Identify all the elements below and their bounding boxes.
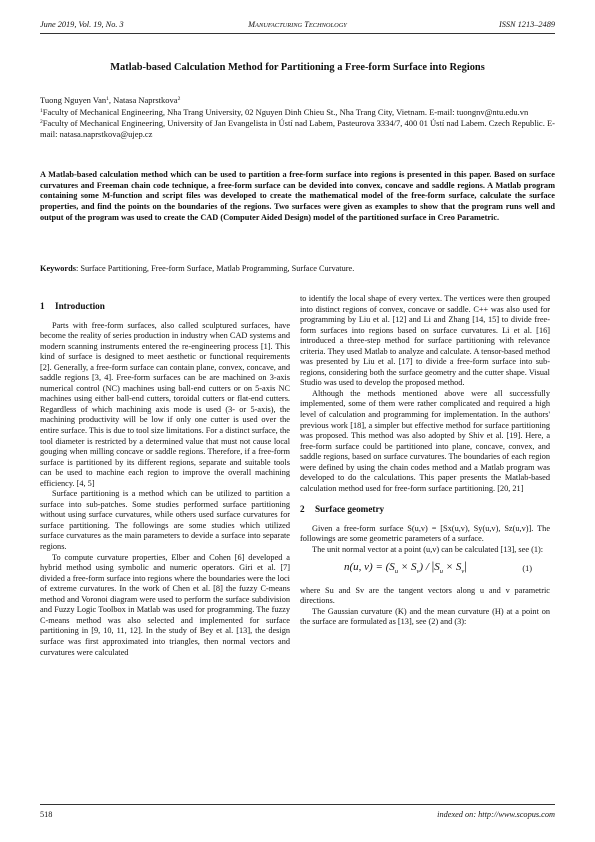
affiliation-2: $^2$Faculty of Mechanical Engineering, University of Jan Evangelista in Ústí nad Labem, Pasteurova 3334/7, 400 01 Ústí nad Labem. Czech Republic. E-mail: natasa.naprstkova@ujep.cz xyxy=(40,118,555,139)
paragraph: To compute curvature properties, Elber and Cohen [6] developed a hybrid method using symbolic and numeric operators. Giri et al. [7] divided a free-form surface into regions where the boundaries were the loci of extreme curvatures. In the work of Chen et al. [8] the fuzzy C-means method and Voronoi diagram were used to perform the surface subdivision and Fuzzy Logic Toolbox in Matlab was used for programming. The fuzzy C-means method was also selected and implemented for surface partitioning in [9, 10, 11, 12]. In the study of Bey et al. [13], the design surface was first approximated into triangles, then normal vectors and curvatures were calculated xyxy=(40,552,290,657)
paragraph: Although the methods mentioned above were all successfully implemented, some of them were rather complicated and required a high level of calculation and programming for implementation. In the authors' previous work [18], a simpler but effective method for surface partitioning was proposed. This method was also adopted by Shiv et al. [19]. Here, a free-form surface could be partitioned into plane, concave, convex, and saddle regions, based on surface curvatures. The boundaries of each region were defined by using the chain codes method and a Matlab program was developed to do the calculations. This paper presents the Matlab-based calculation method used for free-form surface partitioning. [20, 21] xyxy=(300,388,550,493)
authors-block xyxy=(40,94,555,139)
keywords: Keywords: Surface Partitioning, Free-form Surface, Matlab Programming, Surface Curvature. xyxy=(40,264,355,273)
paragraph: Parts with free-form surfaces, also called sculptured surfaces, have become the reality of series production in industry when CAD systems and modern scanning instruments entered the re-engineering process [1]. This kind of surface is designed to meet aesthetic or functional requirements [2]. Generally, a free-form surface can contain plane, convex, concave, and saddle regions [3, 4]. Free-form surfaces can be are machined on 3-axis numerical control (NC) machines using ball-end cutters or on 5-axis NC machines using either ball-end cutters, toroidal cutters or flat-end cutters. Regardless of which machining axis mode is used (3- or 5-axis), the machining productivity will be low if only one cutter is used over the entire surface. This is due to tool size limitations. For a distinct surface, the tool diameter is restricted by a determined value that must not cause local gouging when milling concave or saddle regions. Therefore, if a free-form surface is partitioned by its different regions, separate and suitable tools can be used to machine each region to improve the overall machining efficiency. [4, 5] xyxy=(40,320,290,488)
section-heading-introduction: 1 Introduction xyxy=(40,301,105,311)
equation-1 xyxy=(300,559,550,581)
header-rule xyxy=(40,33,555,34)
equation-expression: n(u, $v) = (S_u \times S_v) / |S_u \times S_v|$ xyxy=(344,557,467,575)
affiliation-1: $^1$Faculty of Mechanical Engineering, Nha Trang University, 02 Nguyen Dinh Chieu St., Nha Trang City, Vietnam. E-mail: tuongnv@ntu.edu.vn xyxy=(40,106,529,117)
paragraph: Surface partitioning is a method which can be utilized to partition a surface into sub-patches. Some studies performed surface partitioning without using surface curvatures, while others used surface curvatures for surface partitioning. The followings are some studies which utilized surface curvatures as the main parameters to devide a surface into separate regions. xyxy=(40,489,290,552)
paragraph: Given a free-form surface S(u,v) = [Sx(u,v), Sy(u,v), Sz(u,v)]. The followings are some geometric parameters of a surface. xyxy=(300,523,550,544)
journal-issue: June 2019, Vol. 19, No. 3 xyxy=(40,20,124,29)
paragraph: to identify the local shape of every vertex. The vertices were then grouped into distinct regions of convex, concave or saddle. C++ was also used for programming by Liu et al. [12] and Li and Zhang [14, 15] to divide free-form surfaces into regions based on surface curvatures. Li et al. [16] introduced a three-step method for surface partitioning with relevance criteria. They used Matlab to analyze and calculate. A tensor-based method was presented by Liu et al. [17] to divide a free-form surface into sub-regions, considering both the surface geometry and the cutter shape. Visual Studio was used to develop the proposed method. xyxy=(300,294,550,388)
running-header xyxy=(40,20,555,32)
paragraph: The unit normal vector at a point (u,v) can be calculated [13], see (1): xyxy=(312,545,544,555)
right-column xyxy=(300,294,550,628)
issn: ISSN 1213–2489 xyxy=(498,20,555,29)
indexed-note: indexed on: http://www.scopus.com xyxy=(437,810,555,819)
paragraph: The Gaussian curvature (K) and the mean curvature (H) at a point on the surface are formulated as [13], see (2) and (3): xyxy=(300,606,550,627)
equation-number: (1) xyxy=(522,563,532,573)
abstract: A Matlab-based calculation method which can be used to partition a free-form surface into regions is presented in this paper. Based on surface curvatures and Freeman chain code technique, a free-form surface can be devided into convex, concave and saddle regions. A Matlab program containing some M-function and script files was developed to create the mathematical model of the free-form surface, calculate the surface properties, and find the points on the boundaries of the regions. Two surfaces were given as examples to show that the program runs well and output of the program was used to create the CAD (Computer Aided Design) model of the partitioned surface in Creo Parametric. xyxy=(40,170,555,222)
author-names: Tuong Nguyen Van$^1$, Natasa Naprstkova$^2$ xyxy=(40,95,181,105)
footer-rule xyxy=(40,804,555,805)
page-number: 518 xyxy=(40,810,53,819)
paragraph: where Su and Sv are the tangent vectors along u and v parametric directions. xyxy=(300,585,550,606)
paper-title: Matlab-based Calculation Method for Partitioning a Free-form Surface into Regions xyxy=(110,62,485,73)
journal-name: MANUFACTURING TECHNOLOGY xyxy=(248,20,347,29)
section-heading-surface-geometry: 2 Surface geometry xyxy=(300,504,385,515)
left-column xyxy=(40,301,290,658)
